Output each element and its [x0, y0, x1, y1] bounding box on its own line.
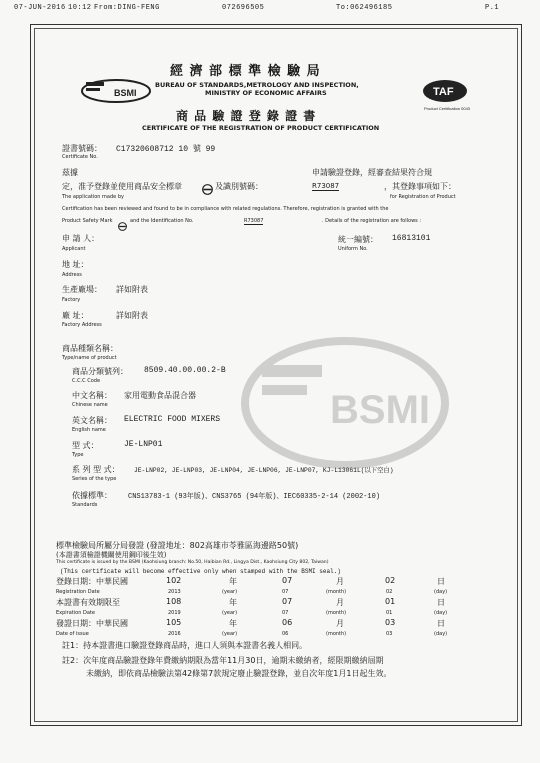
expiration-date-label: 本證書有效期限至 [56, 598, 120, 607]
registration-month-en: 07 [282, 589, 289, 595]
issue-day-en: 03 [386, 631, 393, 637]
body-line1-b: 申請驗證登錄，經審查結果符合規 [312, 168, 432, 177]
expiration-day-unit: 日 [437, 598, 445, 607]
issuer-en-note: (This certificate will become effective only when stamped with the BSMI seal.) [60, 568, 341, 575]
registration-year-en-unit: (year) [222, 589, 238, 595]
registration-month-unit: 月 [336, 577, 344, 586]
ccc-label: 商品分類號列： [72, 367, 128, 376]
svg-text:BSMI: BSMI [114, 88, 137, 98]
series-en: Series of the type [72, 476, 117, 482]
id-number-zh: R73087 [312, 182, 340, 190]
cert-no-value: C17320608712 10 號 99 [116, 145, 216, 154]
registration-year: 102 [166, 576, 182, 585]
expiration-day-en-unit: (day) [434, 610, 448, 616]
issue-year-en: 2016 [168, 631, 181, 637]
fax-time: 10:12 [68, 4, 92, 12]
registration-month: 07 [282, 576, 293, 585]
expiration-year-en: 2019 [168, 610, 181, 616]
issue-day: 03 [385, 618, 396, 627]
factory-label: 生產廠場： [62, 285, 102, 294]
ccc-value: 8509.40.00.00.2-B [144, 366, 226, 375]
safety-mark-icon-en [118, 216, 127, 235]
factory-address-value: 詳如附表 [116, 311, 148, 320]
svg-text:Product Certification 0043: Product Certification 0043 [424, 106, 470, 111]
series-label: 系 列 型 式： [72, 465, 120, 474]
registration-day-en-unit: (day) [434, 589, 448, 595]
body-en-5: and the Identification No. [130, 218, 194, 224]
fax-number: 072696505 [222, 4, 265, 12]
ccc-en: C.C.C Code [72, 378, 101, 384]
issue-month-en: 06 [282, 631, 289, 637]
body-line2-a: 定，准予登錄並使用商品安全標章 [62, 182, 182, 191]
chinese-name-value: 家用電動食品混合器 [124, 391, 196, 400]
bsmi-logo [80, 78, 152, 108]
svg-text:TAF: TAF [433, 86, 454, 98]
body-line1-a: 茲據 [62, 168, 78, 177]
address-en: Address [62, 272, 82, 278]
registration-day: 02 [385, 576, 396, 585]
issue-year-unit: 年 [229, 619, 237, 628]
issue-day-unit: 日 [437, 619, 445, 628]
english-name-value: ELECTRIC FOOD MIXERS [124, 415, 221, 424]
cert-no-label: 證書號碼： [62, 144, 102, 153]
id-number-en: R73087 [244, 218, 264, 224]
expiration-year-en-unit: (year) [222, 610, 238, 616]
body-en-2: for Registration of Product [390, 194, 456, 200]
expiration-month: 07 [282, 597, 293, 606]
note-1: 註1：持本證書進口驗證登錄商品時，進口人須與本證書名義人相同。 [62, 641, 308, 650]
expiration-date-en: Expiration Date [56, 610, 95, 616]
english-name-en: English name [72, 427, 106, 433]
model-label: 型 式： [72, 441, 99, 450]
model-value: JE-LNP01 [124, 440, 163, 449]
applicant-en: Applicant [62, 246, 86, 252]
issue-month-unit: 月 [336, 619, 344, 628]
svg-text:BSMI: BSMI [330, 388, 430, 432]
issue-date-en: Date of issue [56, 631, 89, 637]
registration-day-en: 02 [386, 589, 393, 595]
address-label: 地 址： [62, 260, 89, 269]
expiration-year: 108 [166, 597, 182, 606]
cert-title-en: CERTIFICATE OF THE REGISTRATION OF PRODUCT CERTIFICATION [142, 124, 380, 132]
uniform-value: 16813101 [392, 234, 431, 243]
expiration-month-unit: 月 [336, 598, 344, 607]
expiration-month-en-unit: (month) [326, 610, 347, 616]
safety-mark-icon [202, 180, 213, 199]
issue-year: 105 [166, 618, 182, 627]
issuer-zh: 標準檢驗局所屬分局發證 (發證地址：802高雄市苓雅區海邊路50號) [56, 541, 299, 550]
bureau-name-zh: 經 濟 部 標 準 檢 驗 局 [170, 64, 321, 79]
bsmi-watermark [240, 335, 450, 470]
registration-month-en-unit: (month) [326, 589, 347, 595]
factory-address-en: Factory Address [62, 322, 102, 328]
body-en-7: . Details of the registration are follows : [322, 218, 422, 224]
registration-year-unit: 年 [229, 577, 237, 586]
series-value: JE-LNP02, JE-LNP03, JE-LNP04, JE-LNP06, JE-LNP07, KJ-L13061L(以下空白) [134, 467, 394, 474]
body-en-4: Product Safety Mark [62, 218, 113, 224]
standards-label: 依據標準： [72, 491, 112, 500]
note-2-line1: 註2：次年度商品驗證登錄年費繳納期限為當年11月30日，逾期未繳納者，經限期繳納屆期 [62, 656, 384, 665]
cert-no-en: Certificate No. [62, 154, 98, 160]
uniform-label: 統一編號： [338, 235, 378, 244]
expiration-day-en: 01 [386, 610, 393, 616]
type-en: Type/name of product [62, 355, 117, 361]
cert-title-zh: 商 品 驗 證 登 錄 證 書 [176, 109, 317, 123]
ministry-name-en: MINISTRY OF ECONOMIC AFFAIRS [205, 89, 327, 97]
factory-en: Factory [62, 297, 81, 303]
fax-date: 07-JUN-2016 [14, 4, 66, 12]
body-en-3: Certification has been reviewed and found to be in compliance with related regulations. Therefore, registration is granted with the [62, 206, 389, 212]
issue-day-en-unit: (day) [434, 631, 448, 637]
applicant-label: 申 請 人： [62, 234, 100, 243]
registration-date-en: Registration Date [56, 589, 100, 595]
chinese-name-label: 中文名稱： [72, 391, 112, 400]
issue-month: 06 [282, 618, 293, 627]
expiration-year-unit: 年 [229, 598, 237, 607]
type-label: 商品種類名稱： [62, 344, 118, 353]
registration-day-unit: 日 [437, 577, 445, 586]
english-name-label: 英文名稱： [72, 416, 112, 425]
issuer-zh-note: (本證書須檢證機關使用鋼印後生效) [56, 551, 167, 559]
factory-value: 詳如附表 [116, 285, 148, 294]
registration-year-en: 2013 [168, 589, 181, 595]
expiration-month-en: 07 [282, 610, 289, 616]
standards-en: Standards [72, 502, 98, 508]
issue-month-en-unit: (month) [326, 631, 347, 637]
issuer-en: This certificate is issued by the BSMI (Kaohsiung branch: No.50, Haibian Rd., Lingya Dist., Kaohsiung City 802, Taiwan) [56, 560, 329, 565]
issue-year-en-unit: (year) [222, 631, 238, 637]
chinese-name-en: Chinese name [72, 402, 108, 408]
issue-date-label: 發證日期：中華民國 [56, 619, 128, 628]
body-en-1: The application made by [62, 194, 124, 200]
expiration-day: 01 [385, 597, 396, 606]
fax-to: To:062496185 [336, 4, 393, 12]
registration-date-label: 登錄日期：中華民國 [56, 577, 128, 586]
standards-value: CNS13783-1 (93年版)、CNS3765 (94年版)、IEC60335-2-14 (2002-10) [128, 493, 381, 501]
factory-address-label: 廠 址： [62, 311, 89, 320]
body-line2-d: ，其登錄事項如下： [384, 182, 456, 191]
bureau-name-en: BUREAU OF STANDARDS,METROLOGY AND INSPECTION, [155, 81, 359, 89]
taf-logo [420, 78, 470, 118]
model-en: Type [72, 452, 84, 458]
fax-page: P.1 [485, 4, 500, 12]
fax-from: From:DING-FENG [94, 4, 160, 12]
uniform-en: Uniform No. [338, 246, 368, 252]
note-2-line2: 未繳納，即依商品檢驗法第42條第7款規定廢止驗證登錄，並自次年度1月1日起生效。 [86, 669, 392, 678]
body-line2-b: 及識別號碼： [215, 182, 263, 191]
